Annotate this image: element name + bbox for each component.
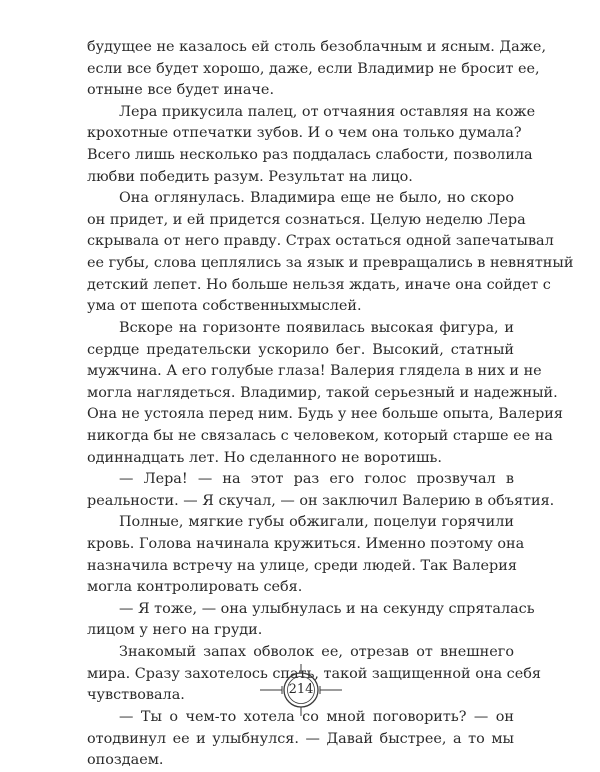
text-line: Полные, мягкие губы обжигали, поцелуи горячили [119, 514, 514, 531]
paragraph [87, 318, 563, 469]
text-line: одиннадцать лет. Но сделанного не воротишь. [87, 449, 442, 466]
text-line: могла наглядеться. Владимир, такой серьезный и надежный. [87, 384, 558, 401]
text-line: Она не устояла перед ним. Будь у нее больше опыта, Валерия [87, 406, 563, 423]
text-line: если все будет хорошо, даже, если Владимир не бросит ее, [87, 60, 540, 77]
paragraph [87, 599, 535, 642]
body-text [87, 37, 574, 772]
text-line: скрывала от него правду. Страх остаться одной запечатывал [87, 233, 554, 250]
text-line: могла контролировать себя. [87, 579, 303, 596]
text-line: Всего лишь несколько раз поддалась слабости, позволила [87, 147, 533, 164]
text-line: любви победить разум. Результат на лицо. [87, 168, 413, 185]
text-line: лицом у него на груди. [87, 622, 263, 639]
text-line: назначила встречу на улице, среди людей. Так Валерия [87, 557, 517, 574]
text-line: ее губы, слова цеплялись за язык и превращались в невнятный [87, 255, 574, 272]
text-line: кровь. Голова начинала кружиться. Именно поэтому она [87, 536, 525, 553]
paragraph [87, 707, 514, 772]
text-line: отныне все будет иначе. [87, 82, 275, 99]
text-line: отодвинул ее и улыбнулся. — Давай быстрее, а то мы [87, 730, 514, 747]
text-line: реальности. — Я скучал, — он заключил Валерию в объятия. [87, 492, 555, 509]
text-line: Вскоре на горизонте появилась высокая фигура, и [119, 319, 514, 336]
text-line: — Лера! — на этот раз его голос прозвучал в [119, 471, 514, 488]
page-number: 214 [288, 682, 314, 697]
text-line: мужчина. А его голубые глаза! Валерия глядела в них и не [87, 363, 542, 380]
text-line: ума от шепота собственныхмыслей. [87, 298, 362, 315]
page-number-ornament [256, 664, 346, 716]
text-line: опоздаем. [87, 752, 164, 769]
paragraph [87, 469, 555, 512]
paragraph [87, 37, 547, 102]
text-line: сердце предательски ускорило бег. Высокий, статный [87, 341, 514, 358]
text-line: Лера прикусила палец, от отчаяния оставляя на коже [119, 103, 536, 120]
text-line: Знакомый запах обволок ее, отрезав от внешнего [119, 644, 514, 661]
paragraph [87, 512, 525, 598]
text-line: чувствовала. [87, 687, 185, 704]
paragraph [87, 102, 536, 188]
text-line: мира. Сразу захотелось спать, такой защищенной она себя [87, 665, 541, 682]
text-line: Она оглянулась. Владимира еще не было, но скоро [119, 190, 514, 207]
text-line: он придет, и ей придется сознаться. Целую неделю Лера [87, 211, 526, 228]
text-line: — Ты о чем-то хотела со мной поговорить? — он [119, 708, 514, 725]
text-line: детский лепет. Но больше нельзя ждать, иначе она сойдет с [87, 276, 551, 293]
text-line: — Я тоже, — она улыбнулась и на секунду спряталась [119, 600, 535, 617]
text-line: будущее не казалось ей столь безоблачным и ясным. Даже, [87, 39, 547, 55]
text-line: крохотные отпечатки зубов. И о чем она только думала? [87, 125, 522, 142]
text-line: никогда бы не связалась с человеком, который старше ее на [87, 427, 553, 444]
paragraph [87, 188, 574, 318]
